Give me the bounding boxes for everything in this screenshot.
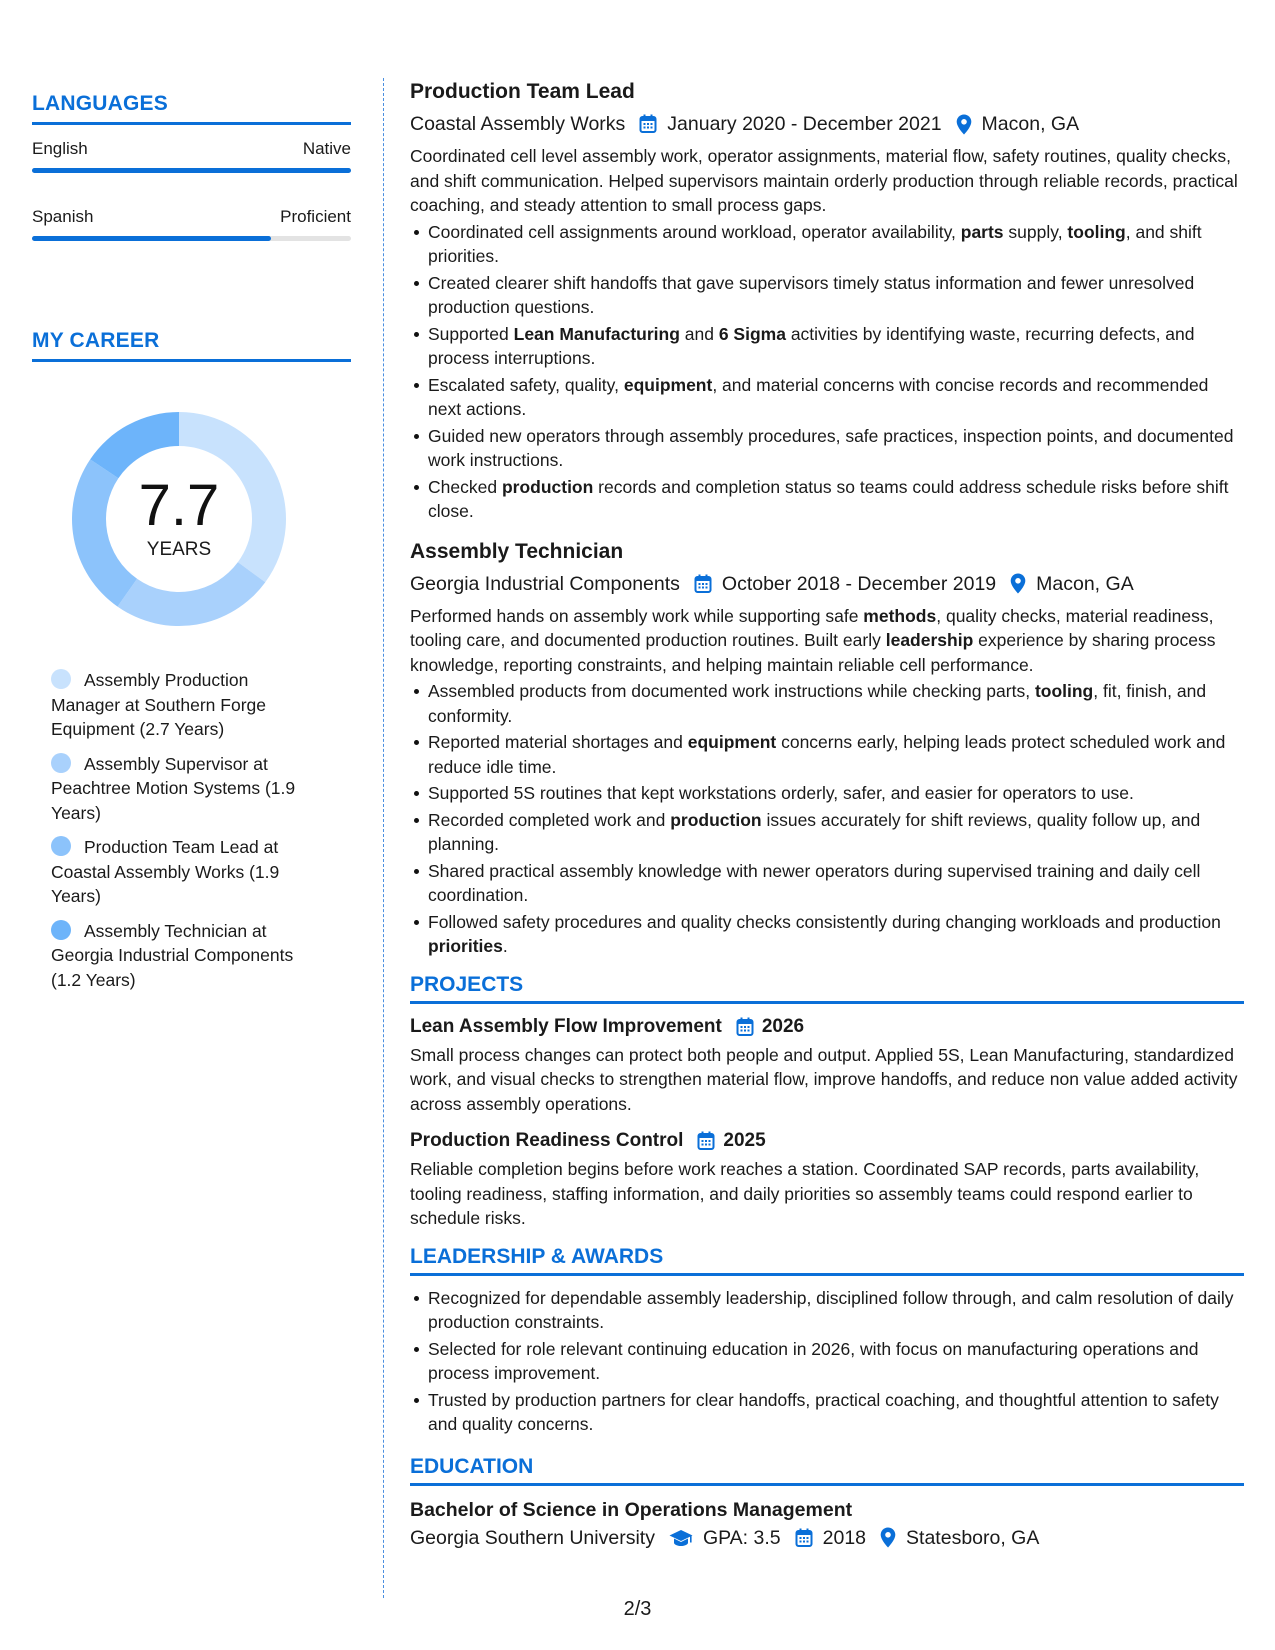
donut-center (64, 404, 294, 634)
location-pin-icon (956, 114, 972, 135)
page-number: 2/3 (623, 1598, 652, 1620)
calendar-icon (697, 1131, 715, 1151)
school-name: Georgia Southern University (410, 1526, 655, 1549)
job-summary: Coordinated cell level assembly work, operator assignments, material flow, safety routines, quality checks, and shift communication. Helped supervisors maintain orderly production through reliable records, practical coaching, and steady attention to small process gaps. (410, 146, 1238, 215)
project-year: 2025 (723, 1130, 766, 1151)
project-entry (410, 1128, 1244, 1231)
projects-heading: PROJECTS (410, 973, 1244, 1004)
project-title: Production Readiness Control (410, 1130, 684, 1151)
job-dates: January 2020 - December 2021 (667, 113, 942, 135)
legend-label: Production Team Lead at Coastal Assembly Works (1.9 Years) (51, 837, 280, 906)
education-meta (410, 1524, 1244, 1552)
language-proficiency-fill (32, 236, 271, 241)
column-divider (383, 78, 384, 1598)
bullet-item: Shared practical assembly knowledge with newer operators during supervised training and daily cell coordination. (428, 859, 1244, 908)
language-row (32, 139, 351, 173)
bullet-item: Guided new operators through assembly procedures, safe practices, inspection points, and documented work instructions. (428, 424, 1244, 473)
job-meta (410, 110, 1244, 138)
calendar-icon (736, 1017, 754, 1037)
legend-dot (51, 920, 71, 940)
job-summary: Performed hands on assembly work while supporting safe methods, quality checks, material readiness, tooling care, and documented production routines. Built early leadership experience by sharing process knowledge, reporting constraints, and helping maintain reliable cell performance. (410, 605, 1216, 675)
main-content (410, 78, 1244, 1552)
project-year: 2026 (761, 1015, 805, 1037)
sidebar (32, 92, 351, 1002)
calendar-icon (795, 1528, 813, 1548)
degree-title: Bachelor of Science in Operations Management (410, 1498, 853, 1521)
experience-entry (410, 538, 1244, 959)
bullet-item: Followed safety procedures and quality checks consistently during changing workloads and production priorities. (428, 910, 1244, 959)
career-heading: MY CAREER (32, 329, 351, 362)
job-title: Production Team Lead (410, 80, 635, 103)
company-name: Coastal Assembly Works (410, 113, 626, 135)
job-bullets (410, 220, 1244, 524)
language-name: English (32, 139, 88, 158)
bullet-item: Checked production records and completion status so teams could address schedule risks before shift close. (428, 475, 1244, 524)
bullet-item: Supported 5S routines that kept workstations orderly, safer, and easier for operators to use. (428, 781, 1244, 806)
language-level: Native (302, 139, 351, 158)
company-name: Georgia Industrial Components (410, 572, 680, 595)
project-title-row (410, 1128, 1244, 1154)
bullet-item: Coordinated cell assignments around workload, operator availability, parts supply, tooling, and shift priorities. (428, 220, 1244, 269)
awards-list (410, 1286, 1244, 1437)
awards-heading: LEADERSHIP & AWARDS (410, 1245, 1244, 1276)
career-legend-item (51, 919, 321, 993)
job-meta (410, 570, 1244, 598)
project-title: Lean Assembly Flow Improvement (410, 1015, 722, 1037)
language-proficiency-fill (32, 168, 351, 173)
calendar-icon (639, 114, 657, 134)
calendar-icon (694, 574, 712, 594)
legend-dot (51, 836, 71, 856)
legend-label: Assembly Technician at Georgia Industrial Components (1.2 Years) (51, 920, 294, 990)
job-location: Macon, GA (1036, 572, 1134, 595)
languages-heading: LANGUAGES (32, 92, 351, 125)
project-title-row (410, 1014, 1244, 1040)
graduation-cap-icon (669, 1529, 693, 1547)
experience-entry (410, 78, 1244, 524)
career-legend (32, 668, 351, 992)
job-dates: October 2018 - December 2019 (721, 572, 997, 595)
legend-dot (51, 669, 71, 689)
career-total-years: 7.7 (138, 473, 220, 538)
bullet-item: Reported material shortages and equipment concerns early, helping leads protect scheduled work and reduce idle time. (428, 730, 1244, 779)
job-bullets (410, 679, 1244, 959)
job-title: Assembly Technician (410, 539, 624, 563)
project-description: Reliable completion begins before work reaches a station. Coordinated SAP records, parts availability, tooling readiness, staffing information, and daily priorities so assembly teams could respond earlier to schedule risks. (410, 1159, 1200, 1228)
career-total-unit: YEARS (146, 539, 212, 560)
bullet-item: Supported Lean Manufacturing and 6 Sigma activities by identifying waste, recurring defects, and process interruptions. (428, 322, 1244, 371)
bullet-item: Recorded completed work and production issues accurately for shift reviews, quality follow up, and planning. (428, 808, 1244, 857)
location-pin-icon (880, 1527, 896, 1548)
career-donut-chart (64, 404, 294, 634)
graduation-year: 2018 (822, 1526, 867, 1549)
bullet-item: Escalated safety, quality, equipment, and material concerns with concise records and recommended next actions. (428, 373, 1244, 422)
gpa: GPA: 3.5 (702, 1526, 781, 1549)
project-description: Small process changes can protect both people and output. Applied 5S, Lean Manufacturing, standardized work, and visual checks to strengthen material flow, improve handoffs, and reduce non value added activity across assembly operations. (410, 1044, 1238, 1114)
job-location: Macon, GA (981, 113, 1080, 135)
career-legend-item (51, 835, 321, 909)
location-pin-icon (1010, 573, 1026, 594)
award-item: Trusted by production partners for clear handoffs, practical coaching, and thoughtful attention to safety and quality concerns. (428, 1388, 1244, 1437)
language-row (32, 207, 351, 241)
language-level: Proficient (280, 207, 351, 226)
project-entry (410, 1014, 1244, 1117)
career-legend-item (51, 668, 321, 742)
education-heading: EDUCATION (410, 1455, 1244, 1486)
career-legend-item (51, 752, 321, 826)
award-item: Selected for role relevant continuing education in 2026, with focus on manufacturing operations and process improvement. (428, 1337, 1244, 1386)
legend-label: Assembly Supervisor at Peachtree Motion Systems (1.9 Years) (51, 753, 296, 823)
award-item: Recognized for dependable assembly leadership, disciplined follow through, and calm resolution of daily production constraints. (428, 1286, 1244, 1335)
language-proficiency-bar (32, 168, 351, 173)
legend-dot (51, 753, 71, 773)
language-proficiency-bar (32, 236, 351, 241)
school-location: Statesboro, GA (906, 1526, 1040, 1549)
language-name: Spanish (32, 207, 94, 226)
bullet-item: Created clearer shift handoffs that gave supervisors timely status information and fewer unresolved production questions. (428, 271, 1244, 320)
bullet-item: Assembled products from documented work instructions while checking parts, tooling, fit, finish, and conformity. (428, 679, 1244, 728)
legend-label: Assembly Production Manager at Southern Forge Equipment (2.7 Years) (51, 670, 266, 739)
